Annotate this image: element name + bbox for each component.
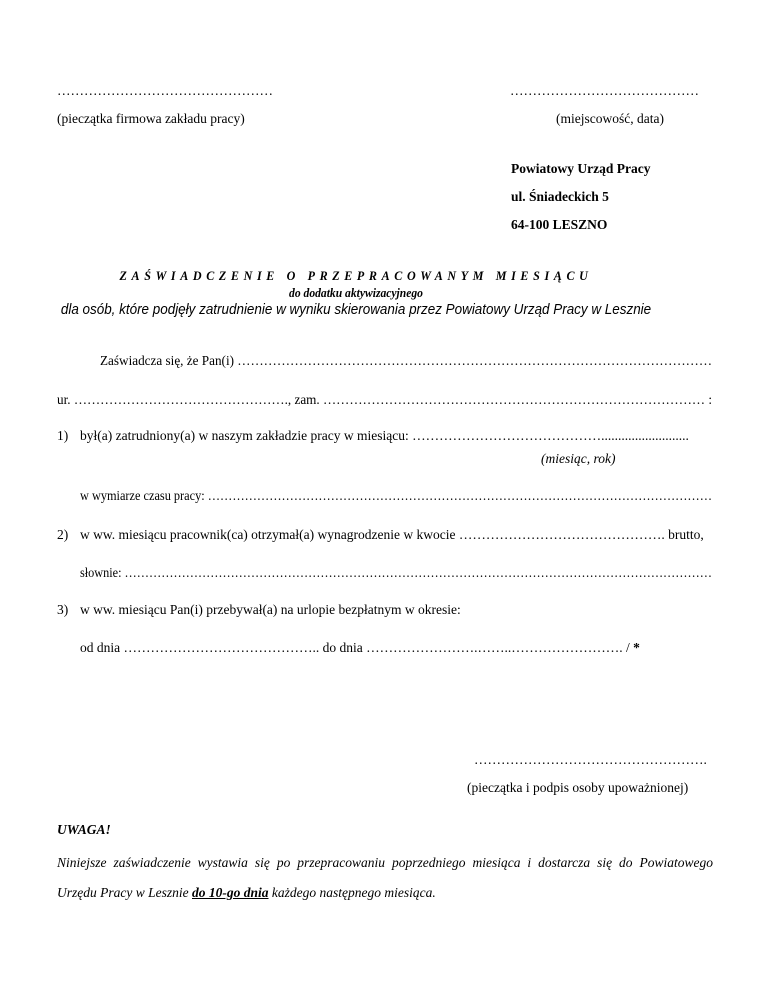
item3-number: 3) <box>57 602 69 617</box>
note-deadline: do 10-go dnia <box>192 885 269 900</box>
item3-period-line <box>80 640 640 656</box>
item3-asterisk: * <box>633 640 640 655</box>
place-date-line: …………………………………… <box>510 83 699 98</box>
note-heading: UWAGA! <box>57 822 111 837</box>
item3-period-text: od dnia …………………………………….. do dnia …………………….……..……………………. / <box>80 640 630 655</box>
item2-number: 2) <box>57 527 69 542</box>
place-date-label: (miejscowość, data) <box>556 111 664 126</box>
company-stamp-label: (pieczątka firmowa zakładu pracy) <box>57 111 245 126</box>
document-subtitle-target: dla osób, które podjęły zatrudnienie w wyniku skierowania przez Powiatowy Urząd Pracy w Lesznie <box>60 302 652 318</box>
document-title: ZAŚWIADCZENIE O PRZEPRACOWANYM MIESIĄCU <box>119 268 593 283</box>
note-text-before: Niniejsze zaświadczenie wystawia się po przepracowaniu poprzedniego miesiąca i dostarcza się do Powiatowego Urzędu Pracy w Lesznie <box>57 855 713 900</box>
company-stamp-line: ………………………………………… <box>57 83 273 98</box>
note-text-after: każdego następnego miesiąca. <box>268 885 436 900</box>
note-text <box>57 848 713 908</box>
item1-hours-line: w wymiarze czasu pracy: …………………………………………………………………………………………………………… <box>80 488 713 503</box>
item1-month-hint: (miesiąc, rok) <box>541 451 616 466</box>
item1-employment-line: był(a) zatrudniony(a) w naszym zakładzie pracy w miesiącu: …………………………………….......................... <box>80 428 689 443</box>
signature-label: (pieczątka i podpis osoby upoważnionej) <box>467 780 689 795</box>
intro-line: Zaświadcza się, że Pan(i) ……………………………………………………………………………………………… <box>100 353 713 368</box>
signature-line: ……………………………………………. <box>474 752 707 767</box>
addressee-name: Powiatowy Urząd Pracy <box>511 161 651 176</box>
item2-words-line: słownie: ……………………………………………………………………………………………………………………………… <box>80 565 713 580</box>
birth-address-line: ur. …………………………………………., zam. …………………………………………………………………………… : <box>57 392 713 407</box>
item3-leave-line: w ww. miesiącu Pan(i) przebywał(a) na urlopie bezpłatnym w okresie: <box>80 602 461 617</box>
item2-salary-line: w ww. miesiącu pracownik(ca) otrzymał(a) wynagrodzenie w kwocie ………………………………………. brutto, <box>80 527 704 542</box>
document-subtitle: do dodatku aktywizacyjnego <box>289 286 423 300</box>
addressee-street: ul. Śniadeckich 5 <box>511 189 609 204</box>
addressee-city: 64-100 LESZNO <box>511 217 608 232</box>
item1-number: 1) <box>57 428 69 443</box>
